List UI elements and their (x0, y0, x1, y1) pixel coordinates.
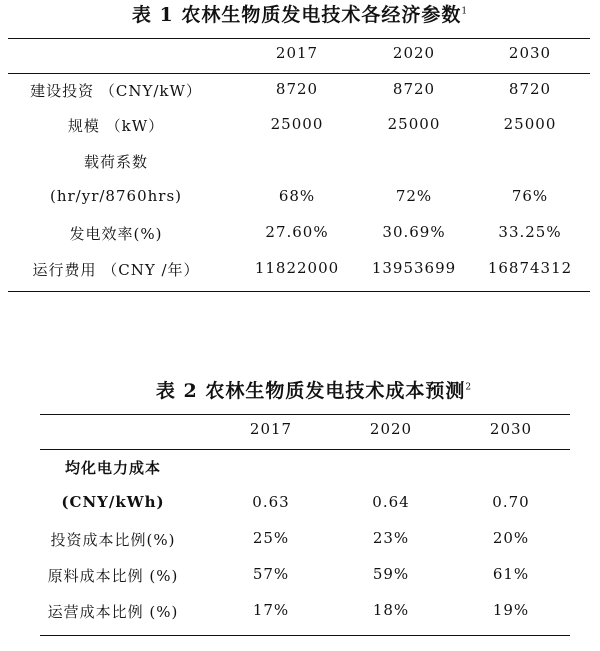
table1-cell: 72% (395, 187, 433, 205)
table2-footnote-marker: 2 (465, 382, 473, 393)
table1-cell: 30.69% (382, 223, 446, 241)
table1-row-label: 载荷系数 (83, 153, 149, 171)
table1-row-label: (hr/yr/8760hrs) (50, 187, 182, 205)
table1-cell: 68% (278, 187, 316, 205)
table2-row-label: 投资成本比例(%) (50, 531, 176, 549)
table1-bottom-rule (8, 291, 590, 292)
table2-bottom-rule (40, 635, 570, 636)
table1-row-label: 建设投资 （CNY/kW） (30, 82, 202, 100)
table1-cell: 33.25% (498, 223, 562, 241)
table2-header-2020: 2020 (369, 420, 413, 438)
table2-cell: 18% (372, 601, 410, 619)
table1-cell: 25000 (270, 115, 324, 133)
table1-cell: 13953699 (371, 259, 457, 277)
table1-footnote-marker: 1 (461, 6, 469, 17)
table2-row-label: 原料成本比例 (%) (47, 567, 179, 585)
table1-title (0, 0, 600, 27)
table1-cell: 76% (511, 187, 549, 205)
table2-cell: 59% (372, 565, 410, 583)
table2-cell: 20% (492, 529, 530, 547)
table1-header-2030: 2030 (508, 44, 552, 62)
table2-header-rule (40, 449, 570, 450)
table1-cell: 25000 (387, 115, 441, 133)
table2-cell: 0.63 (252, 493, 290, 511)
table1-cell: 11822000 (254, 259, 340, 277)
table1-header-rule (8, 73, 590, 74)
table2-header-2030: 2030 (489, 420, 533, 438)
table1-cell: 25000 (503, 115, 557, 133)
table1-cell: 16874312 (487, 259, 573, 277)
table2-title (14, 376, 600, 403)
table1-row-label: 规模 （kW） (67, 117, 165, 135)
table2-cell: 25% (252, 529, 290, 547)
table2-cell: 17% (252, 601, 290, 619)
table1-title-text: 表 1 农林生物质发电技术各经济参数 (131, 4, 462, 26)
table2-title-text: 表 2 农林生物质发电技术成本预测 (155, 380, 466, 402)
table2-header-2017: 2017 (249, 420, 293, 438)
table1-header-2017: 2017 (275, 44, 319, 62)
table2-top-rule (40, 414, 570, 415)
table2-row-label: (CNY/kWh) (61, 493, 165, 511)
table2-row-label: 均化电力成本 (64, 459, 162, 477)
table2-cell: 61% (492, 565, 530, 583)
table1-cell: 8720 (275, 80, 319, 98)
table2-cell: 0.64 (372, 493, 410, 511)
table2-cell: 19% (492, 601, 530, 619)
table2-cell: 57% (252, 565, 290, 583)
table1-cell: 8720 (392, 80, 436, 98)
table1-cell: 8720 (508, 80, 552, 98)
table2-cell: 0.70 (492, 493, 530, 511)
table1-cell: 27.60% (265, 223, 329, 241)
table2-cell: 23% (372, 529, 410, 547)
table1-row-label: 运行费用 （CNY /年） (32, 261, 200, 279)
table1-header-2020: 2020 (392, 44, 436, 62)
table1-row-label: 发电效率(%) (69, 225, 163, 243)
table2-row-label: 运营成本比例 (%) (47, 603, 179, 621)
table1-top-rule (8, 38, 590, 39)
